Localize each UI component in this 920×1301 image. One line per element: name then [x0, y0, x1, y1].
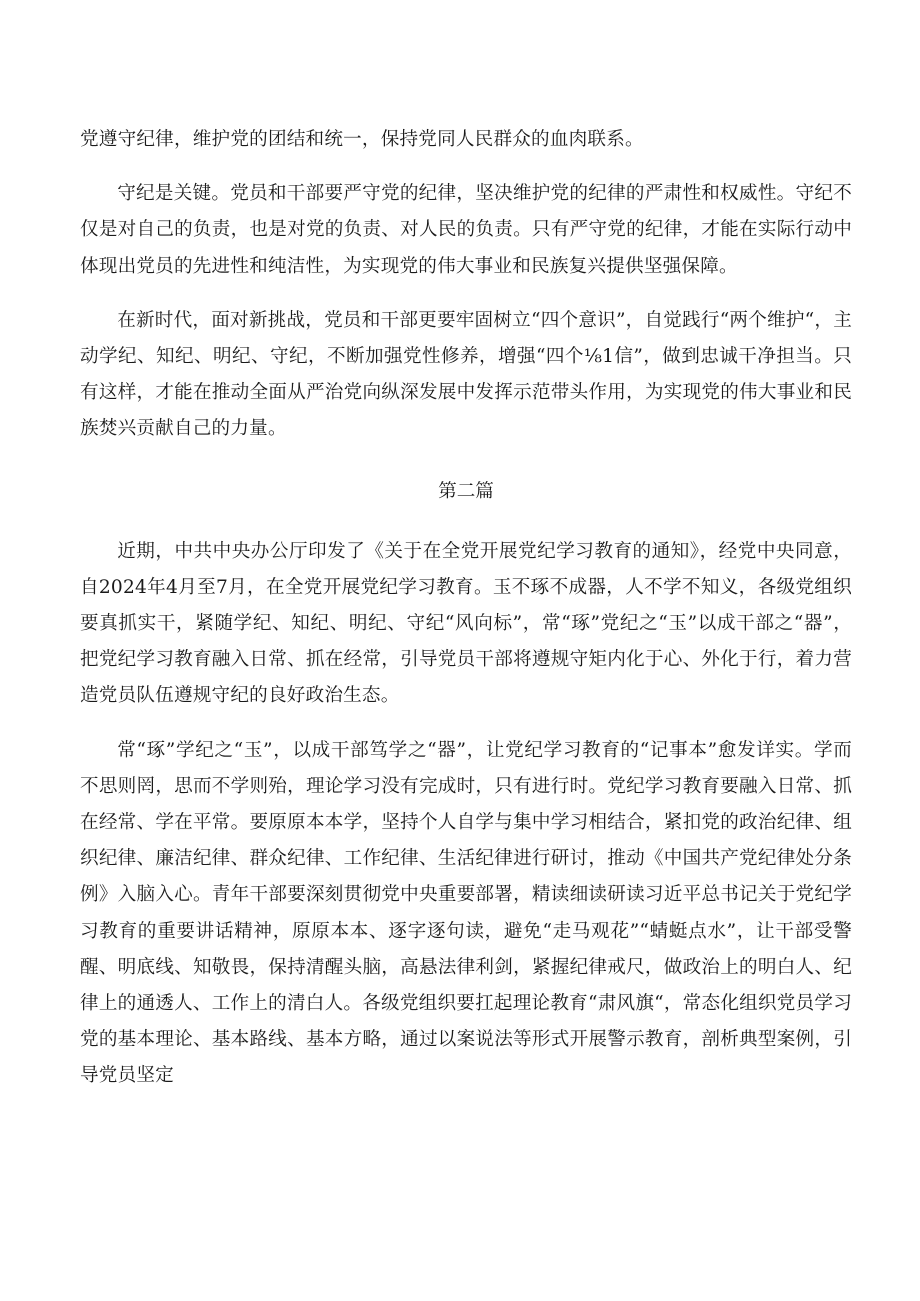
paragraph-discipline-key: 守纪是关键。党员和干部要严守党的纪律，坚决维护党的纪律的严肃性和权威性。守纪不仅是对自己的负责，也是对党的负责、对人民的负责。只有严守党的纪律，才能在实际行动中体现出党员的先进性和纯洁性，为实现党的伟大事业和民族复兴提供坚强保障。: [80, 183, 852, 277]
document-body: [80, 122, 852, 1095]
paragraph-recent-notice: 近期，中共中央办公厅印发了《关于在全党开展党纪学习教育的通知》，经党中央同意，自2024年4月至7月，在全党开展党纪学习教育。玉不琢不成器，人不学不知义，各级党组织要真抓实干，紧随学纪、知纪、明纪、守纪“风向标”，常“琢”党纪之“玉”以成干部之“器”，把党纪学习教育融入日常、抓在经常，引导党员干部将遵规守矩内化于心、外化于行，着力营造党员队伍遵规守纪的良好政治生态。: [80, 540, 852, 707]
paragraph-study-discipline: 常“琢”学纪之“玉”，以成干部笃学之“器”，让党纪学习教育的“记事本”愈发详实。学而不思则罔，思而不学则殆，理论学习没有完成时，只有进行时。党纪学习教育要融入日常、抓在经常、学在平常。要原原本本学，坚持个人自学与集中学习相结合，紧扣党的政治纪律、组织纪律、廉洁纪律、群众纪律、工作纪律、生活纪律进行研讨，推动《中国共产党纪律处分条例》入脑入心。青年干部要深刻贯彻党中央重要部署，精读细读研读习近平总书记关于党纪学习教育的重要讲话精神，原原本本、逐字逐句读，避免“走马观花”“蜻蜓点水”，让干部受警醒、明底线、知敬畏，保持清醒头脑，高悬法律利剑，紧握纪律戒尺，做政治上的明白人、纪律上的通透人、工作上的清白人。各级党组织要扛起理论教育“肃风旗“，常态化组织党员学习党的基本理论、基本路线、基本方略，通过以案说法等形式开展警示教育，剖析典型案例，引导党员坚定: [80, 739, 852, 1087]
section-heading: 第二篇: [438, 480, 494, 502]
paragraph-new-era: 在新时代，面对新挑战，党员和干部更要牢固树立“四个意识”，自觉践行“两个维护“，主动学纪、知纪、明纪、守纪，不断加强党性修养，增强“四个⅛1信”，做到忠诚干净担当。只有这样，才能在推动全面从严治党向纵深发展中发挥示范带头作用，为实现党的伟大事业和民族焚兴贡献自己的力量。: [80, 309, 852, 440]
paragraph-continuation: 党遵守纪律，维护党的团结和统一，保持党同人民群众的血肉联系。: [80, 129, 644, 150]
